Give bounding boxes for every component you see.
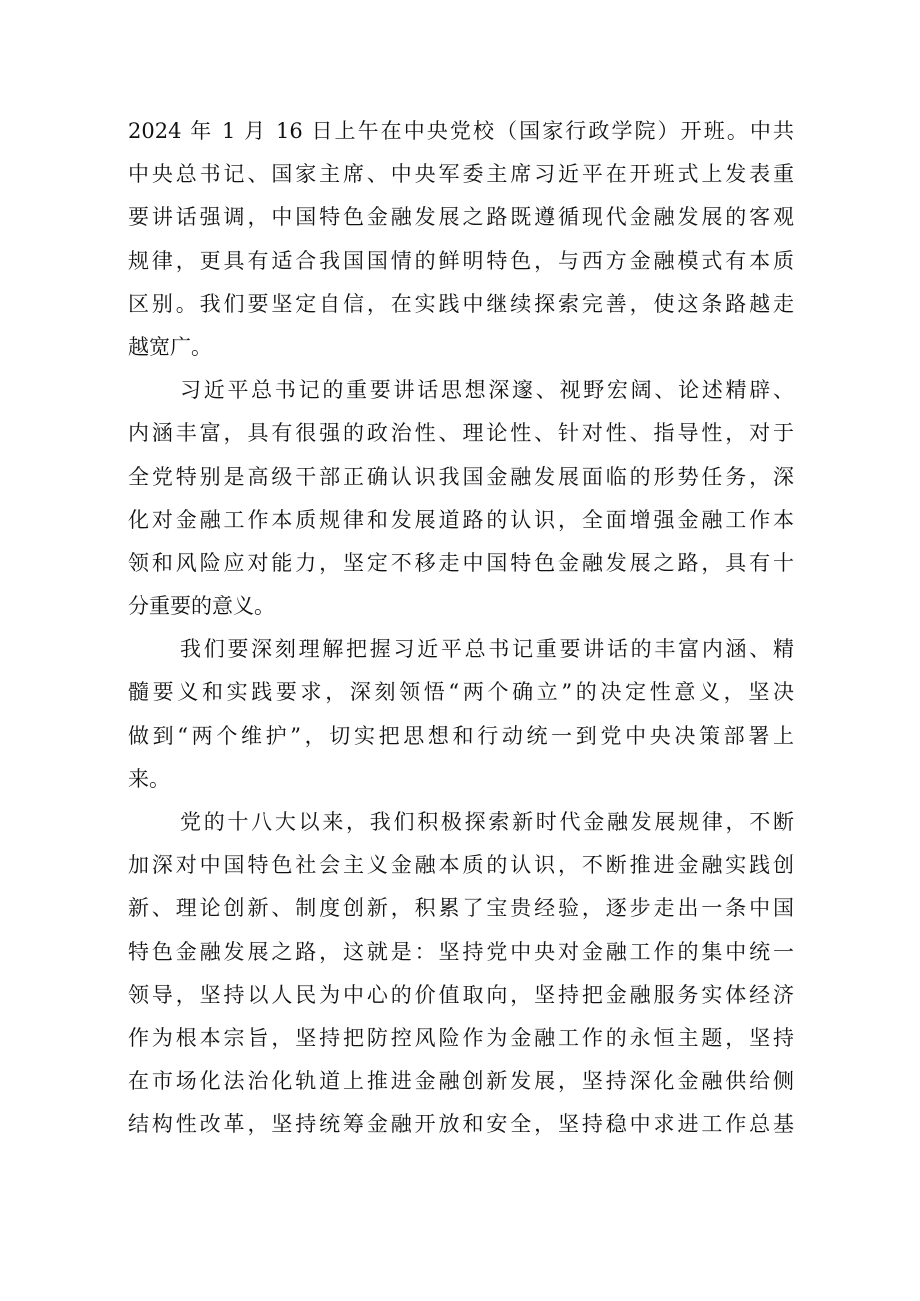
text-line: 中央总书记、国家主席、中央军委主席习近平在开班式上发表重 [128,162,794,187]
text-line: 我们要深刻理解把握习近平总书记重要讲话的丰富内涵、精 [180,637,794,662]
text-line: 化对金融工作本质规律和发展道路的认识，全面增强金融工作本 [128,507,794,532]
text-line: 在市场化法治化轨道上推进金融创新发展，坚持深化金融供给侧 [128,1069,794,1094]
text-line: 领导，坚持以人民为中心的价值取向，坚持把金融服务实体经济 [128,982,794,1007]
text-line: 髓要义和实践要求，深刻领悟“两个确立”的决定性意义，坚决 [128,680,794,705]
text-line: 习近平总书记的重要讲话思想深邃、视野宏阔、论述精辟、 [180,378,794,403]
paragraph-3 [128,628,794,801]
paragraph-4 [128,801,794,1147]
text-line: 作为根本宗旨，坚持把防控风险作为金融工作的永恒主题，坚持 [128,1025,794,1050]
text-line: 分重要的意义。 [128,594,275,619]
text-line: 全党特别是高级干部正确认识我国金融发展面临的形势任务，深 [128,464,794,489]
text-line: 来。 [128,766,170,791]
text-line: 规律，更具有适合我国国情的鲜明特色，与西方金融模式有本质 [128,248,794,273]
text-line: 2024 年 1 月 16 日上午在中央党校（国家行政学院）开班。中共 [128,119,794,143]
text-line: 区别。我们要坚定自信，在实践中继续探索完善，使这条路越走 [128,291,794,316]
text-line: 结构性改革，坚持统筹金融开放和安全，坚持稳中求进工作总基 [128,1112,794,1137]
text-line: 加深对中国特色社会主义金融本质的认识，不断推进金融实践创 [128,853,794,878]
text-line: 新、理论创新、制度创新，积累了宝贵经验，逐步走出一条中国 [128,896,794,921]
text-line: 做到“两个维护”，切实把思想和行动统一到党中央决策部署上 [128,723,794,748]
text-line: 领和风险应对能力，坚定不移走中国特色金融发展之路，具有十 [128,550,794,575]
text-line: 要讲话强调，中国特色金融发展之路既遵循现代金融发展的客观 [128,205,794,230]
text-line: 内涵丰富，具有很强的政治性、理论性、针对性、指导性，对于 [128,421,794,446]
text-line: 党的十八大以来，我们积极探索新时代金融发展规律，不断 [180,810,794,834]
text-line: 越宽广。 [128,334,212,359]
paragraph-2 [128,369,794,628]
text-line: 特色金融发展之路，这就是：坚持党中央对金融工作的集中统一 [128,939,794,964]
document-body [128,110,794,1147]
paragraph-1 [128,110,794,369]
